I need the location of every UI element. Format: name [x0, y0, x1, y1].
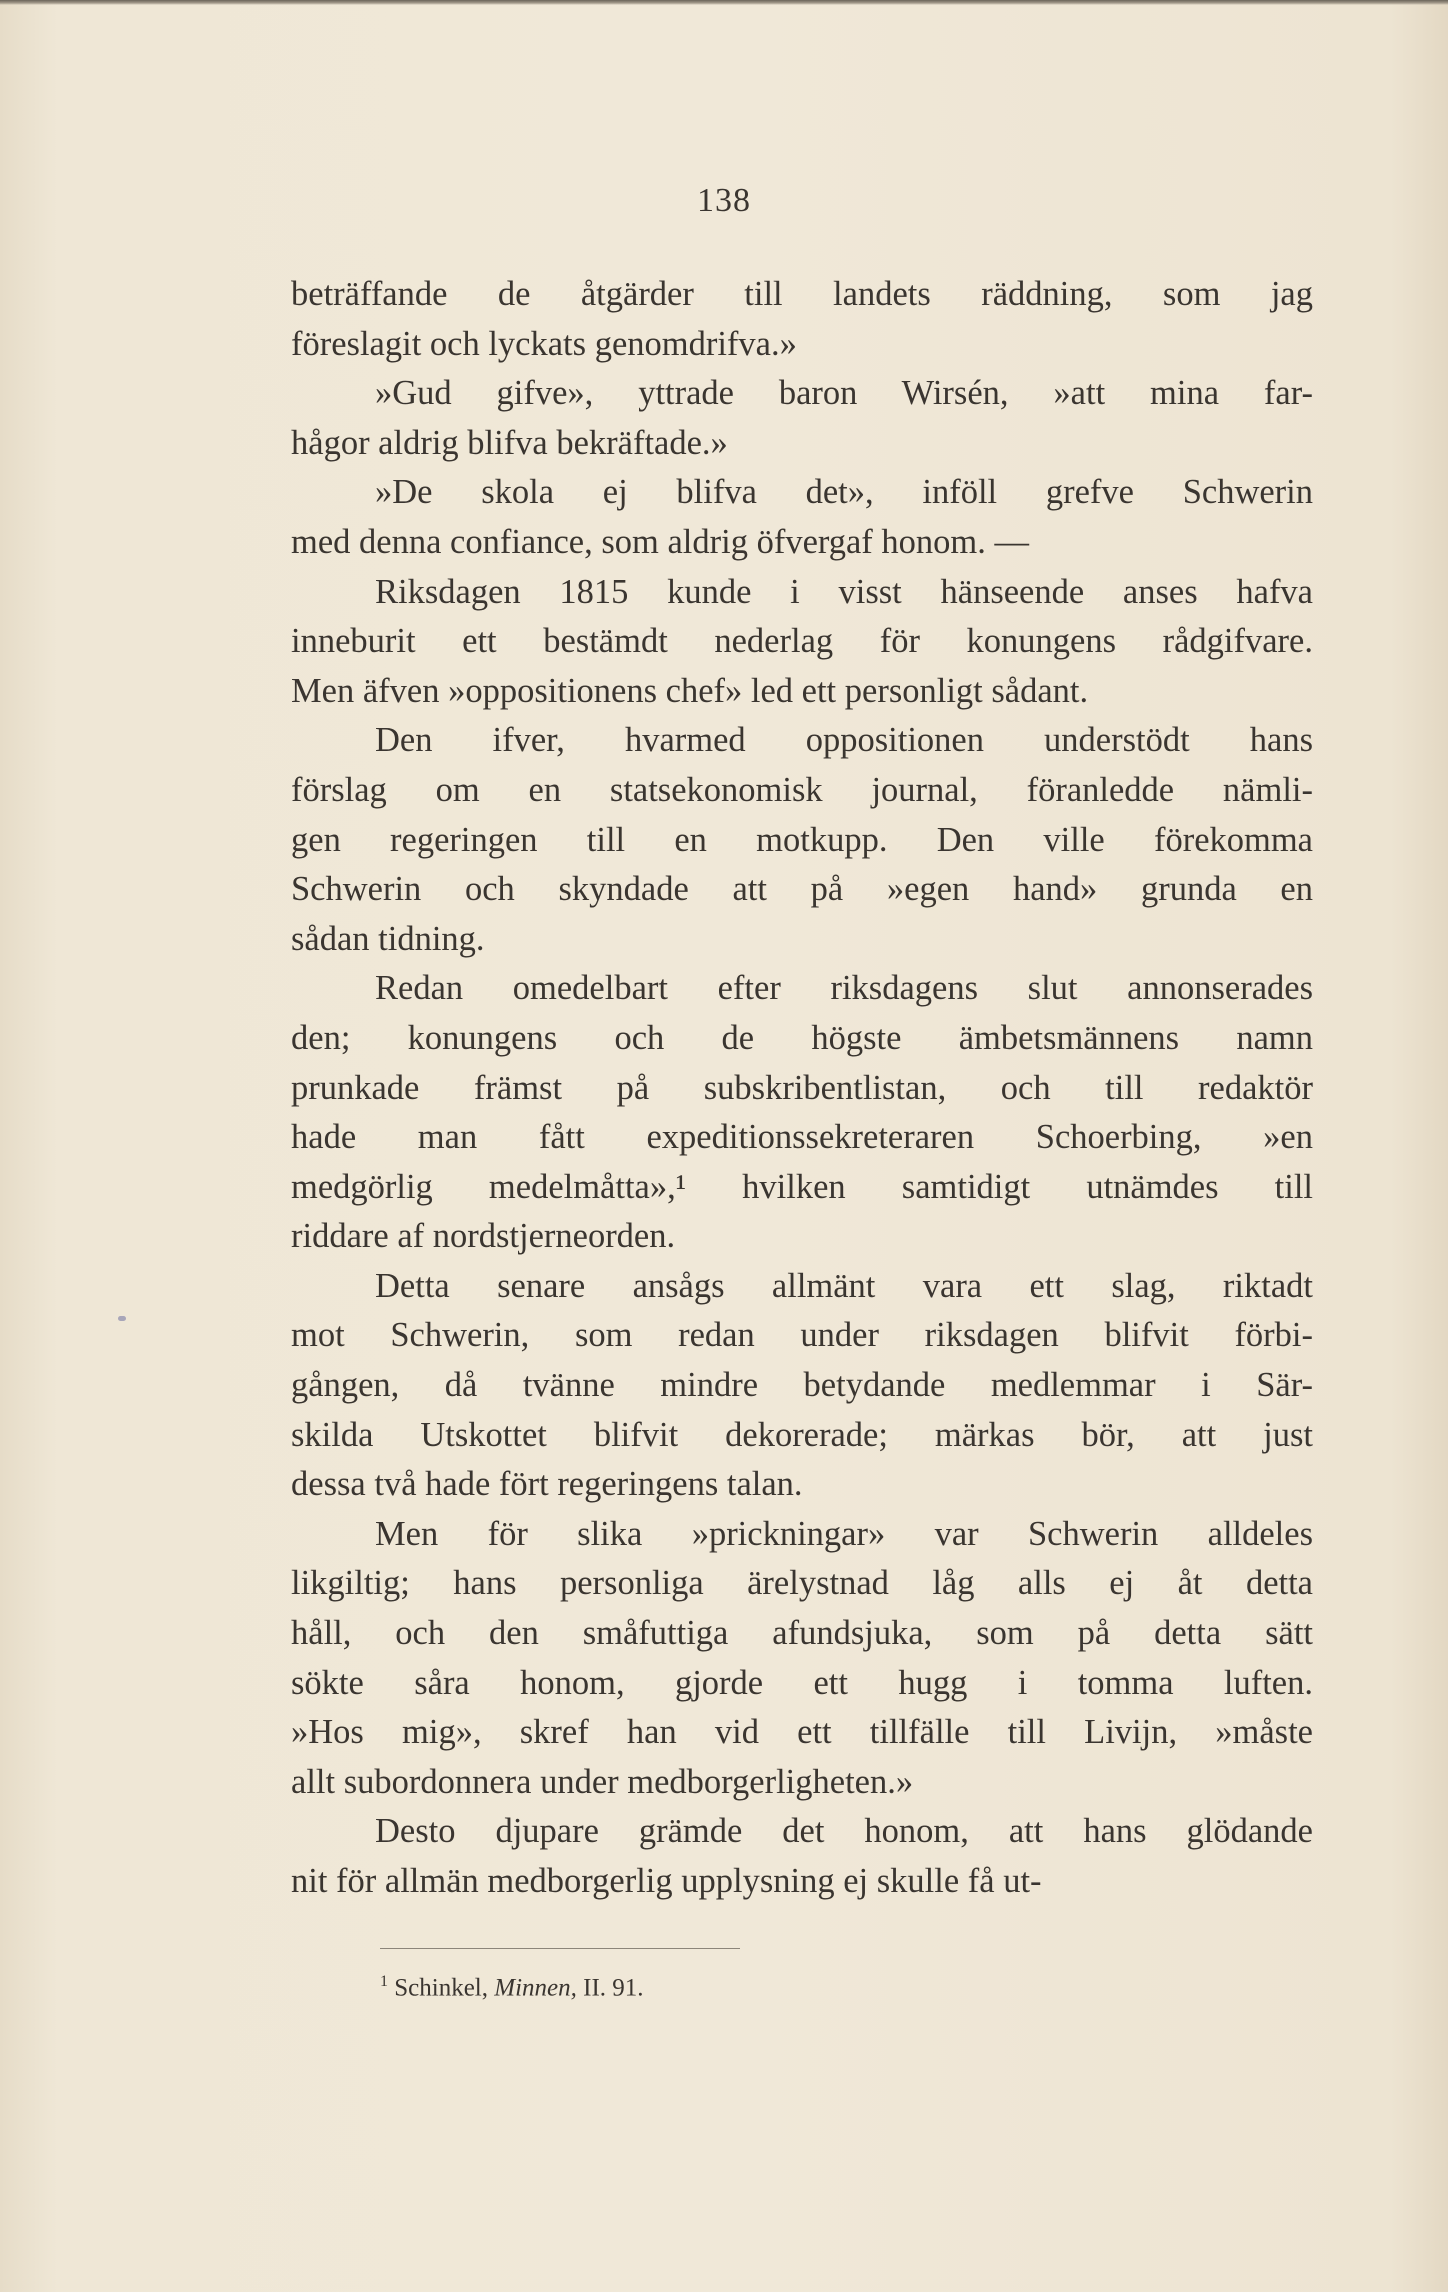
page-number: 138 — [697, 182, 751, 219]
text-line: dessa två hade fört regeringens talan. — [291, 1465, 803, 1504]
text-line: Men för slika »prickningar» var Schwerin alldeles — [375, 1514, 1313, 1553]
text-line: förslag om en statsekonomisk journal, föranledde nämli- — [291, 770, 1313, 809]
text-line: mot Schwerin, som redan under riksdagen blifvit förbi- — [291, 1316, 1313, 1355]
footnote-work: Minnen, — [494, 1974, 577, 2002]
text-line: Schwerin och skyndade att på »egen hand» grunda en — [291, 870, 1313, 909]
text-line: allt subordonnera under medborgerligheten.» — [291, 1762, 914, 1801]
text-line: medgörlig medelmåtta»,¹ hvilken samtidigt utnämdes till — [291, 1167, 1313, 1206]
text-line: »De skola ej blifva det», inföll grefve Schwerin — [375, 473, 1313, 512]
text-line: skilda Utskottet blifvit dekorerade; märkas bör, att just — [291, 1415, 1313, 1454]
text-line: inneburit ett bestämdt nederlag för konungens rådgifvare. — [291, 622, 1313, 661]
text-line: Den ifver, hvarmed oppositionen understödt hans — [375, 721, 1313, 760]
footnote-author: Schinkel, — [394, 1974, 488, 2002]
text-line: gen regeringen till en motkupp. Den ville förekomma — [291, 820, 1313, 859]
text-line: Desto djupare grämde det honom, att hans glödande — [375, 1812, 1313, 1851]
text-line: prunkade främst på subskribentlistan, och till redaktör — [291, 1068, 1313, 1107]
text-line: hågor aldrig blifva bekräftade.» — [291, 423, 728, 462]
footnote — [380, 1962, 644, 2008]
text-line: likgiltig; hans personliga ärelystnad låg alls ej åt detta — [291, 1564, 1313, 1603]
footnote-ref: II. 91. — [583, 1974, 644, 2002]
text-line: med denna confiance, som aldrig öfvergaf honom. — — [291, 522, 1030, 561]
text-line: beträffande de åtgärder till landets räddning, som jag — [291, 275, 1313, 313]
text-line: sådan tidning. — [291, 919, 485, 958]
text-line: sökte såra honom, gjorde ett hugg i tomma luften. — [291, 1663, 1313, 1702]
text-line: »Hos mig», skref han vid ett tillfälle till Livijn, »måste — [291, 1713, 1313, 1752]
text-line: gången, då tvänne mindre betydande medlemmar i Sär- — [291, 1366, 1313, 1405]
text-line: nit för allmän medborgerlig upplysning ej skulle få ut- — [291, 1862, 1042, 1900]
text-line: riddare af nordstjerneorden. — [291, 1217, 676, 1256]
text-line: föreslagit och lyckats genomdrifva.» — [291, 324, 797, 363]
text-line: håll, och den småfuttiga afundsjuka, som på detta sätt — [291, 1614, 1313, 1653]
footnote-divider — [380, 1948, 740, 1949]
text-line: hade man fått expeditionssekreteraren Schoerbing, »en — [291, 1118, 1313, 1157]
footnote-marker: 1 — [380, 1973, 388, 1990]
paper-blemish — [118, 1316, 126, 1321]
text-line: Riksdagen 1815 kunde i visst hänseende anses hafva — [375, 572, 1313, 611]
body-text — [291, 270, 1313, 1907]
text-line: Redan omedelbart efter riksdagens slut annonserades — [375, 969, 1313, 1008]
text-line: den; konungens och de högste ämbetsmännens namn — [291, 1018, 1313, 1057]
text-line: Men äfven »oppositionens chef» led ett personligt sådant. — [291, 671, 1089, 710]
page-top-edge — [0, 0, 1448, 5]
text-line: »Gud gifve», yttrade baron Wirsén, »att mina far- — [375, 374, 1313, 413]
text-line: Detta senare ansågs allmänt vara ett slag, riktadt — [375, 1266, 1313, 1305]
